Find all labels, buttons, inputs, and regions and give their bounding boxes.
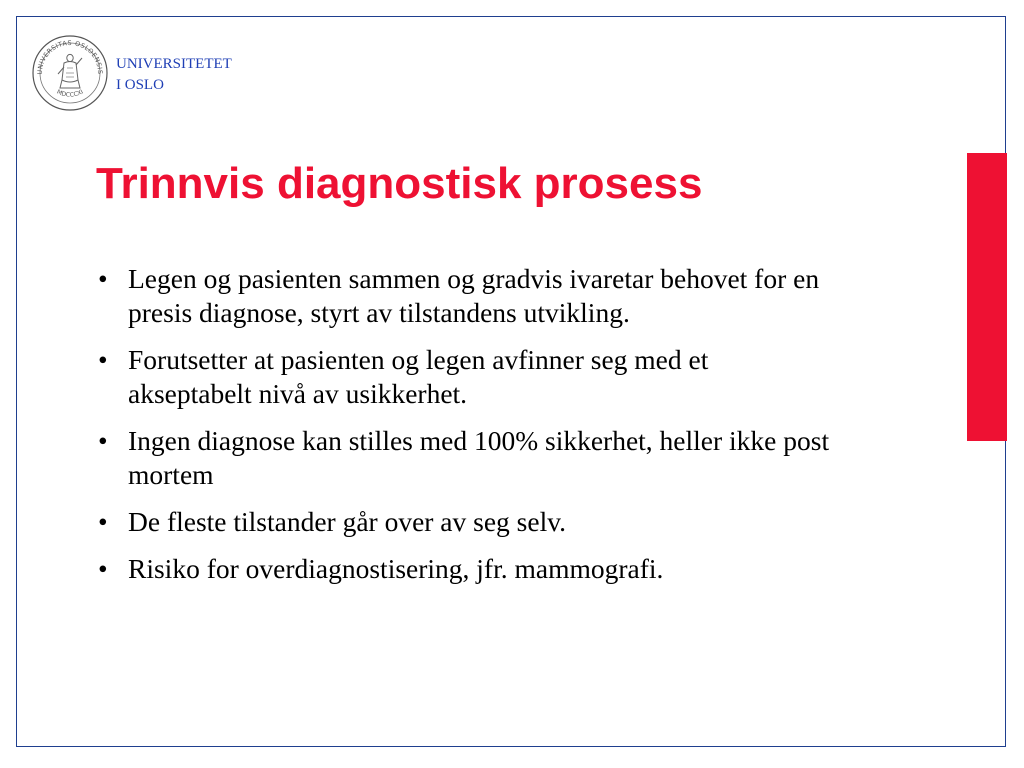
bullet-text: Risiko for overdiagnostisering, jfr. mammografi. [128, 553, 664, 584]
university-name [116, 54, 232, 96]
bullet-item [96, 505, 836, 539]
bullet-item [96, 343, 836, 411]
slide-title: Trinnvis diagnostisk prosess [96, 159, 703, 208]
svg-text:MDCCCXI: MDCCCXI [55, 88, 85, 99]
bullet-dot-icon: • [98, 263, 108, 294]
bullet-dot-icon: • [98, 425, 108, 456]
bullet-item [96, 552, 836, 586]
bullet-list [96, 262, 836, 599]
bullet-text: Ingen diagnose kan stilles med 100% sikkerhet, heller ikke post mortem [128, 425, 830, 490]
bullet-dot-icon: • [98, 506, 108, 537]
bullet-text: Legen og pasienten sammen og gradvis ivaretar behovet for en presis diagnose, styrt av tilstandens utvikling. [128, 263, 820, 328]
bullet-text: De fleste tilstander går over av seg selv. [128, 506, 567, 537]
university-name-line2: I OSLO [116, 77, 164, 93]
bullet-dot-icon: • [98, 553, 108, 584]
svg-text:UNIVERSITAS OSLOENSIS: UNIVERSITAS OSLOENSIS [35, 38, 105, 75]
bullet-dot-icon: • [98, 344, 108, 375]
accent-bar [967, 153, 1007, 441]
bullet-item [96, 262, 836, 330]
university-seal-logo [31, 34, 109, 112]
university-name-line1: UNIVERSITETET [116, 56, 232, 72]
bullet-text: Forutsetter at pasienten og legen avfinner seg med et akseptabelt nivå av usikkerhet. [128, 344, 709, 409]
bullet-item [96, 424, 836, 492]
